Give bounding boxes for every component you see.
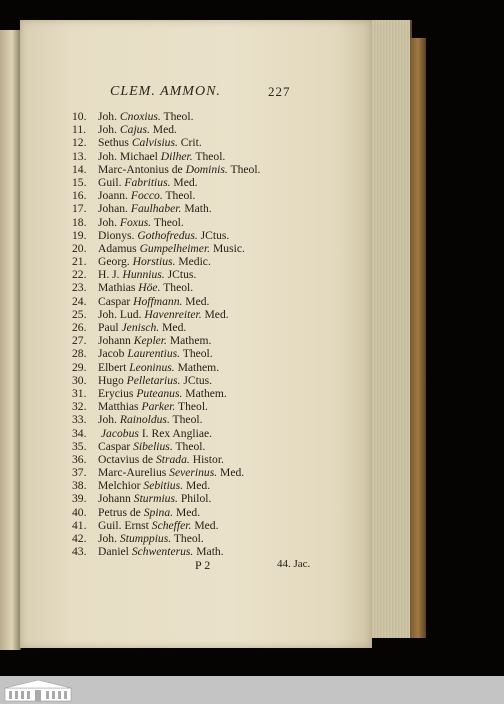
entry-given-name: Guil. — [98, 175, 122, 189]
entry-number: 24. — [72, 294, 87, 308]
entry-surname: Gothofredus. — [137, 228, 198, 242]
entry-field: Med. — [185, 479, 211, 493]
entry-number: 42. — [72, 532, 87, 545]
entry-field: Mathem. — [177, 360, 220, 374]
entry-given-name: Matthias — [98, 400, 139, 414]
entry-number: 34. — [72, 426, 87, 440]
entry-field: Med. — [175, 505, 201, 519]
entry-surname: Havenreiter. — [144, 307, 202, 321]
catchword: 44. Jac. — [277, 558, 311, 570]
entry-row — [72, 321, 372, 334]
entry-given-name: Johann — [98, 492, 131, 506]
entry-number: 25. — [72, 307, 87, 321]
entry-number: 19. — [72, 228, 87, 242]
entry-number: 31. — [72, 386, 87, 400]
entry-field: Medic. — [178, 255, 211, 269]
entry-given-name: Joh. — [98, 123, 118, 137]
entry-number: 10. — [72, 110, 87, 123]
entry-surname: Dilher. — [160, 149, 193, 163]
entry-surname: Gumpelheimer. — [139, 241, 211, 255]
entry-row — [72, 479, 372, 492]
entry-list — [72, 110, 372, 558]
entry-row — [72, 295, 372, 308]
entry-surname: Puteanus. — [136, 386, 183, 400]
entry-field: Med. — [173, 175, 198, 189]
entry-given-name: Johann — [98, 334, 131, 348]
left-page-edge — [0, 30, 21, 650]
entry-number: 12. — [72, 136, 87, 150]
entry-field: Music. — [212, 241, 245, 255]
entry-row — [72, 492, 372, 505]
entry-given-name: Marc-Aurelius — [98, 466, 167, 480]
entry-surname: Calvisius. — [131, 136, 178, 150]
entry-field: JCtus. — [200, 228, 230, 242]
entry-row — [72, 255, 372, 268]
entry-surname: Foxus. — [119, 215, 152, 229]
entry-row — [72, 440, 372, 453]
entry-number: 29. — [72, 360, 87, 374]
entry-field: Mathem. — [185, 386, 227, 400]
entry-number: 26. — [72, 321, 87, 334]
entry-surname: Cnoxius. — [119, 110, 161, 123]
entry-field: Theol. — [173, 532, 204, 545]
entry-given-name: Sethus — [98, 136, 129, 150]
entry-given-name: Joann. — [98, 189, 128, 203]
entry-number: 43. — [72, 545, 87, 559]
entry-number: 21. — [72, 255, 87, 269]
entry-given-name: Elbert — [98, 360, 127, 374]
entry-surname: Hunnius. — [122, 268, 165, 282]
entry-given-name: H. J. — [98, 268, 120, 282]
entry-number: 37. — [72, 466, 87, 480]
entry-surname: Focco. — [130, 189, 163, 203]
entry-number: 13. — [72, 149, 87, 163]
page-number: 227 — [268, 84, 291, 99]
entry-row — [72, 506, 372, 519]
entry-surname: Rainoldus. — [119, 413, 170, 427]
entry-field: Theol. — [175, 439, 206, 453]
entry-field: Histor. — [192, 452, 224, 466]
entry-row — [72, 519, 372, 532]
entry-field: Crit. — [180, 136, 202, 150]
entry-surname: Leoninus. — [129, 360, 175, 374]
book-page — [20, 20, 372, 648]
entry-given-name: Marc-Antonius de — [98, 162, 183, 176]
entry-field: JCtus. — [183, 373, 213, 387]
entry-row — [72, 400, 372, 413]
entry-number: 28. — [72, 347, 87, 361]
entry-given-name: Petrus de — [98, 505, 141, 519]
entry-given-name: Joh. — [98, 413, 118, 427]
entry-given-name: Joh. Michael — [98, 149, 158, 163]
entry-surname: Faulhaber. — [130, 202, 182, 216]
entry-field: Med. — [194, 518, 219, 532]
entry-row — [72, 202, 372, 215]
entry-number: 30. — [72, 373, 87, 387]
entry-field: Med. — [204, 307, 229, 321]
entry-given-name: Johan. — [98, 202, 128, 216]
entry-row — [72, 163, 372, 176]
entry-given-name: Guil. Ernst — [98, 518, 149, 532]
entry-number: 17. — [72, 202, 87, 216]
entry-row — [72, 150, 372, 163]
entry-number: 38. — [72, 479, 87, 493]
entry-number: 20. — [72, 241, 87, 255]
signature-mark: P 2 — [195, 558, 211, 572]
entry-field: Theol. — [182, 347, 213, 361]
entry-number: 40. — [72, 505, 87, 519]
entry-field: Med. — [220, 466, 245, 480]
entry-given-name: Octavius de — [98, 452, 154, 466]
entry-row — [72, 242, 372, 255]
entry-given-name: Jacob — [98, 347, 125, 361]
entry-field: JCtus. — [167, 268, 197, 282]
entry-number: 36. — [72, 452, 87, 466]
entry-number: 32. — [72, 400, 87, 414]
entry-number: 11. — [72, 123, 87, 137]
entry-given-name: Joh. — [98, 532, 118, 545]
entry-given-name: Joh. Lud. — [98, 307, 142, 321]
entry-number: 35. — [72, 439, 87, 453]
entry-field: Theol. — [153, 215, 184, 229]
page-footer — [20, 558, 392, 574]
entry-row — [72, 413, 372, 426]
entry-field: Med. — [152, 123, 177, 137]
entry-row — [72, 216, 372, 229]
entry-surname: Sibelius. — [133, 439, 173, 453]
entry-number: 14. — [72, 162, 87, 176]
entry-row — [72, 545, 372, 558]
entry-row — [72, 532, 372, 545]
entry-number: 18. — [72, 215, 87, 229]
entry-field: Theol. — [163, 110, 194, 123]
entry-surname: Spina. — [143, 505, 174, 519]
entry-number: 16. — [72, 189, 87, 203]
entry-row — [72, 453, 372, 466]
entry-number: 33. — [72, 413, 87, 427]
entry-given-name: Georg. — [98, 255, 130, 269]
entry-given-name: Adamus — [98, 241, 137, 255]
entry-surname: Jacobus — [100, 426, 139, 440]
entry-surname: Sturmius. — [133, 492, 178, 506]
entry-row — [72, 176, 372, 189]
entry-field: Theol. — [163, 281, 194, 295]
entry-row — [72, 466, 372, 479]
entry-surname: Fabritius. — [124, 175, 171, 189]
entry-row — [72, 189, 372, 202]
entry-surname: Scheffer. — [151, 518, 192, 532]
entry-row — [72, 268, 372, 281]
entry-number: 22. — [72, 268, 87, 282]
entry-field: Philol. — [180, 492, 212, 506]
entry-row — [72, 387, 372, 400]
entry-number: 41. — [72, 518, 87, 532]
entry-row — [72, 427, 372, 440]
entry-surname: Cajus. — [119, 123, 150, 137]
entry-field: Theol. — [230, 162, 261, 176]
entry-surname: Höe. — [138, 281, 161, 295]
entry-row — [72, 347, 372, 360]
entry-field: Theol. — [165, 189, 196, 203]
entry-given-name: Daniel — [98, 545, 129, 559]
entry-surname: Severinus. — [169, 466, 218, 480]
entry-row — [72, 361, 372, 374]
entry-surname: Kepler. — [133, 334, 167, 348]
viewer-bottom-bar — [0, 676, 504, 704]
entry-surname: Strada. — [155, 452, 190, 466]
entry-row — [72, 281, 372, 294]
entry-field: Mathem. — [169, 334, 212, 348]
entry-field: Theol. — [195, 149, 226, 163]
entry-field: Theol. — [172, 413, 203, 427]
entry-given-name: Hugo — [98, 373, 124, 387]
entry-given-name: Joh. — [98, 215, 118, 229]
entry-surname: Jenisch. — [121, 321, 160, 334]
page-edges — [372, 20, 412, 638]
library-building-icon — [4, 678, 72, 702]
entry-number: 15. — [72, 175, 87, 189]
entry-field: Math. — [184, 202, 212, 216]
entry-number: 27. — [72, 334, 87, 348]
entry-surname: Stumppius. — [119, 532, 172, 545]
entry-row — [72, 123, 372, 136]
entry-surname: Horstius. — [132, 255, 176, 269]
entry-row — [72, 374, 372, 387]
entry-surname: Pelletarius. — [126, 373, 181, 387]
entry-row — [72, 334, 372, 347]
entry-number: 23. — [72, 281, 87, 295]
entry-row — [72, 110, 372, 123]
entry-number: 39. — [72, 492, 87, 506]
entry-field: I. Rex Angliae. — [141, 426, 213, 440]
entry-surname: Hoffmann. — [133, 294, 183, 308]
entry-given-name: Paul — [98, 321, 119, 334]
entry-row — [72, 308, 372, 321]
entry-given-name: Melchior — [98, 479, 141, 493]
entry-given-name: Caspar — [98, 439, 131, 453]
entry-field: Math. — [196, 545, 224, 559]
entry-row — [72, 136, 372, 149]
entry-surname: Sebitius. — [143, 479, 184, 493]
entry-surname: Dominis. — [185, 162, 228, 176]
entry-field: Theol. — [178, 400, 208, 414]
entry-given-name: Dionys. — [98, 228, 135, 242]
book-cover-edge — [410, 38, 426, 638]
entry-surname: Laurentius. — [127, 347, 181, 361]
entry-given-name: Erycius — [98, 386, 134, 400]
entry-row — [72, 229, 372, 242]
entry-surname: Parker. — [141, 400, 176, 414]
entry-given-name: Mathias — [98, 281, 136, 295]
entry-given-name: Joh. — [98, 110, 118, 123]
entry-given-name: Caspar — [98, 294, 131, 308]
header-title: CLEM. AMMON. — [110, 84, 221, 99]
entry-surname: Schwenterus. — [131, 545, 194, 559]
entry-field: Med. — [185, 294, 210, 308]
entry-field: Med. — [162, 321, 187, 334]
